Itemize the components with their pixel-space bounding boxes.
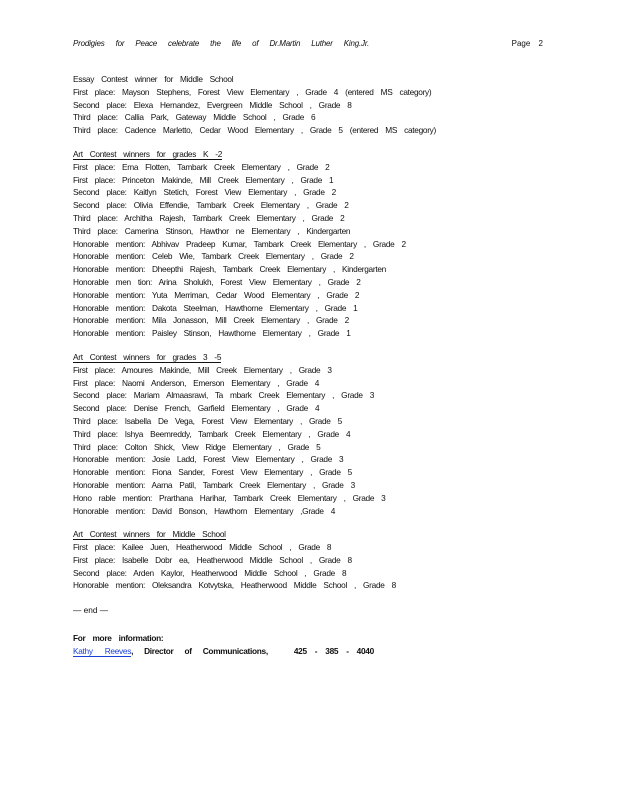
award-entry: Hono rable mention: Prarthana Harihar, Tambark Creek Elementary , Grade 3 bbox=[73, 492, 386, 503]
award-entry: Honorable mention: Abhivav Pradeep Kumar, Tambark Creek Elementary , Grade 2 bbox=[73, 238, 406, 249]
award-entry: Honorable mention: Yuta Merriman, Cedar Wood Elementary , Grade 2 bbox=[73, 289, 360, 300]
award-entry: Honorable men tion: Arina Sholukh, Forest View Elementary , Grade 2 bbox=[73, 276, 361, 287]
award-entry: Second place: Kaitlyn Stetich, Forest View Elementary , Grade 2 bbox=[73, 187, 336, 198]
award-entry: Honorable mention: David Bonson, Hawthorn Elementary ,Grade 4 bbox=[73, 505, 336, 516]
section-heading bbox=[73, 351, 573, 364]
award-entry: First place: Naomi Anderson, Emerson Elementary , Grade 4 bbox=[73, 377, 320, 388]
section-heading-text: Art Contest winners for grades 3 -5 bbox=[73, 351, 222, 362]
award-entry: Honorable mention: Oleksandra Kotvytska, Heatherwood Middle School , Grade 8 bbox=[73, 580, 396, 591]
document-body bbox=[73, 73, 573, 658]
award-sections bbox=[73, 73, 573, 592]
end-marker: — end — bbox=[73, 605, 109, 616]
award-entry: First place: Mayson Stephens, Forest View Elementary , Grade 4 (entered MS category) bbox=[73, 86, 432, 97]
award-section bbox=[73, 528, 573, 592]
award-entry: Third place: Colton Shick, View Ridge Elementary , Grade 5 bbox=[73, 441, 321, 452]
award-entry: Second place: Olivia Effendie, Tambark Creek Elementary , Grade 2 bbox=[73, 200, 349, 211]
contact-role: , Director of Communications, bbox=[131, 646, 268, 657]
section-heading-text: Art Contest winners for grades K -2 bbox=[73, 148, 223, 159]
award-entry: First place: Amoures Makinde, Mill Creek Elementary , Grade 3 bbox=[73, 364, 332, 375]
award-entry: Honorable mention: Josie Ladd, Forest View Elementary , Grade 3 bbox=[73, 454, 344, 465]
award-entry: First place: Kailee Juen, Heatherwood Middle School , Grade 8 bbox=[73, 542, 332, 553]
award-entry: Second place: Denise French, Garfield Elementary , Grade 4 bbox=[73, 403, 320, 414]
award-section bbox=[73, 351, 573, 517]
award-entry: Second place: Elexa Hernandez, Evergreen Middle School , Grade 8 bbox=[73, 99, 352, 110]
page-header bbox=[73, 39, 543, 51]
award-entry: Second place: Mariam Almaasrawi, Ta mbark Creek Elementary , Grade 3 bbox=[73, 390, 375, 401]
contact-name-link[interactable]: Kathy Reeves bbox=[73, 646, 132, 657]
section-heading-text: Art Contest winners for Middle School bbox=[73, 529, 226, 540]
section-heading bbox=[73, 528, 573, 541]
award-section bbox=[73, 73, 573, 137]
award-entry: First place: Princeton Makinde, Mill Creek Elementary , Grade 1 bbox=[73, 174, 334, 185]
award-entry: Third place: Ishya Beemreddy, Tambark Creek Elementary , Grade 4 bbox=[73, 428, 351, 439]
info-label: For more information: bbox=[73, 633, 164, 644]
award-entry: Third place: Camerina Stinson, Hawthor ne Elementary , Kindergarten bbox=[73, 225, 351, 236]
award-entry: Honorable mention: Dakota Steelman, Hawthorne Elementary , Grade 1 bbox=[73, 302, 358, 313]
section-heading bbox=[73, 73, 573, 86]
award-entry: Third place: Architha Rajesh, Tambark Creek Elementary , Grade 2 bbox=[73, 212, 345, 223]
section-heading-text: Essay Contest winner for Middle School bbox=[73, 74, 234, 84]
contact-line bbox=[73, 645, 573, 658]
award-entry: Honorable mention: Mila Jonasson, Mill Creek Elementary , Grade 2 bbox=[73, 315, 349, 326]
award-entry: First place: Isabelle Dobr ea, Heatherwood Middle School , Grade 8 bbox=[73, 554, 352, 565]
header-title: Prodigies for Peace celebrate the life of Dr.Martin Luther King.Jr. bbox=[73, 39, 370, 48]
award-entry: Third place: Callia Park, Gateway Middle School , Grade 6 bbox=[73, 112, 316, 123]
contact-phone: 425 - 385 - 4040 bbox=[293, 646, 374, 657]
award-entry: Second place: Arden Kaylor, Heatherwood Middle School , Grade 8 bbox=[73, 567, 347, 578]
award-entry: Honorable mention: Celeb Wie, Tambark Creek Elementary , Grade 2 bbox=[73, 251, 354, 262]
award-entry: Third place: Cadence Marletto, Cedar Wood Elementary , Grade 5 (entered MS category) bbox=[73, 125, 436, 136]
contact-info bbox=[73, 632, 573, 658]
award-section bbox=[73, 148, 573, 340]
award-entry: Honorable mention: Dheepthi Rajesh, Tambark Creek Elementary , Kindergarten bbox=[73, 264, 386, 275]
section-heading bbox=[73, 148, 573, 161]
award-entry: Honorable mention: Paisley Stinson, Hawthorne Elementary , Grade 1 bbox=[73, 328, 351, 339]
award-entry: Third place: Isabella De Vega, Forest View Elementary , Grade 5 bbox=[73, 415, 342, 426]
award-entry: Honorable mention: Aarna Patil, Tambark Creek Elementary , Grade 3 bbox=[73, 479, 355, 490]
award-entry: First place: Ema Flotten, Tambark Creek Elementary , Grade 2 bbox=[73, 161, 330, 172]
page-number: Page 2 bbox=[511, 39, 543, 48]
award-entry: Honorable mention: Fiona Sander, Forest View Elementary , Grade 5 bbox=[73, 467, 352, 478]
